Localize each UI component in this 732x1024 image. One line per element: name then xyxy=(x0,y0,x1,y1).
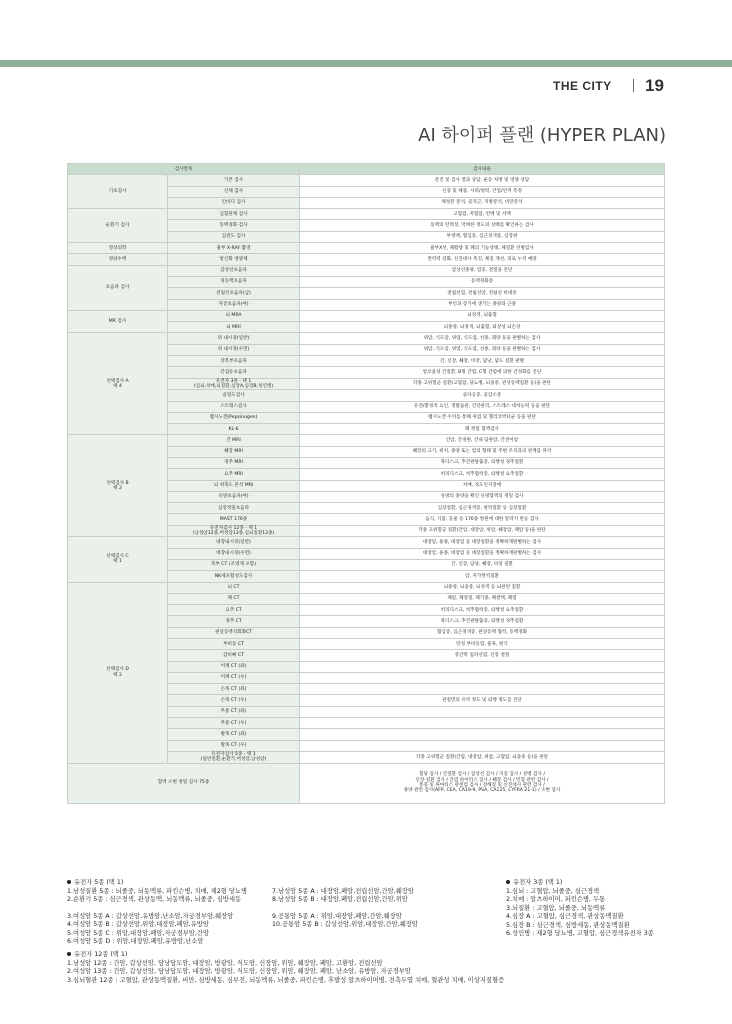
category-cell: 순환기 검사 xyxy=(68,209,168,243)
note-line: 9.공통암 5종 A : 위암,대장암,폐암,간암,췌장암 xyxy=(272,912,402,920)
description-cell: 만성 부비동염, 물혹, 편식 xyxy=(300,639,665,650)
description-cell: 혈당 검사 / 간질환 검사 / 갑상선 검사 / 지질 검사 / 성병 검사 / 신장·질환 검사 / 간염 바이러스 검사 / 췌장 검사 / 빈혈 관련 검사 / 통풍 및 류마티스 관절염 검사 / 전해질 및 신진대사 관련 검사 / 종양 관련 검사(AFP, CEA, CA19-9, PSA, CA125, CYFRA 21-1) / 소변 검사 xyxy=(300,763,665,803)
note-line: 1.심뇌 : 고혈압, 뇌졸중, 심근경색 xyxy=(506,887,600,895)
gene12-head: 유전자 12종 (택 1) xyxy=(67,951,667,960)
header-divider xyxy=(633,79,634,92)
note-line: 10.공통암 5종 B : 갑상선암,위암,대장암,간암,췌장암 xyxy=(272,921,418,928)
note-line: 3.여성암 5종 A : 갑상선암,유방암,난소암,자궁경부암,췌장암 xyxy=(67,912,234,920)
description-cell: 동맥의 탄력성, 막혀한 정도의 상태를 확인하는 검사 xyxy=(300,220,665,231)
item-cell: 흉부 X-RAY 촬영 xyxy=(168,243,300,254)
description-cell: 췌장의 크기, 위치, 종양 또는 염의 형태 및 주변 조직과의 관계를 파악 xyxy=(300,446,665,457)
page-title: AI 하이퍼 플랜 (HYPER PLAN) xyxy=(418,125,666,146)
item-cell: 폐 CT xyxy=(168,593,300,604)
note-line: 4.여성암 5종 B : 갑상선암,위암,대장암,폐암,유방암 xyxy=(67,921,209,928)
description-cell: 유방의 종양을 확인 유방혈액의 정밀 검사 xyxy=(300,491,665,502)
description-cell: 펩시노겐 수치를 통해 위염 및 헬리코박터균 등을 판단 xyxy=(300,412,665,423)
item-cell: 스트레스검사 xyxy=(168,401,300,412)
category-cell: 선택검사 B 택 2 xyxy=(68,435,168,537)
description-cell: 폐암, 폐결절, 폐기종, 폐결핵, 폐렴 xyxy=(300,593,665,604)
bullet-icon xyxy=(67,880,71,884)
item-cell: 어깨 CT (좌) xyxy=(168,661,300,672)
item-cell: 유방초음파(여) xyxy=(168,491,300,502)
item-cell: 대장내시경(일반) xyxy=(168,537,300,548)
item-cell: 부비동 CT xyxy=(168,639,300,650)
description-cell xyxy=(300,729,665,740)
description-cell: 장간막 임파선염, 신장 결절 xyxy=(300,650,665,661)
table-row xyxy=(68,763,665,803)
item-cell: MAST 176종 xyxy=(168,514,300,525)
item-cell: 대장내시경(수면) xyxy=(168,548,300,559)
note-line xyxy=(272,905,497,913)
description-cell: 면역력 강화, 신진대사 촉진, 체질 개선, 피로 누적 예방 xyxy=(300,254,665,265)
description-cell: 체성분 분석, 골격근, 지방분석, 비만분석 xyxy=(300,197,665,208)
item-cell: 상복부초음파 xyxy=(168,356,300,367)
item-cell: 기본 검사 xyxy=(168,175,300,186)
item-cell: 심전도 검사 xyxy=(168,231,300,242)
category-cell: 혈액 소변 정밀 검사 75종 xyxy=(68,763,300,803)
item-cell: 유전자 3종 - 택 1 (심뇌,치매,뇌질환,심장A,심장B,성인병) xyxy=(168,378,300,390)
description-cell: 뇌종양, 뇌경색, 뇌출혈, 퇴상성 뇌손상 xyxy=(300,322,665,333)
item-cell: KL-6 xyxy=(168,424,300,435)
item-cell: 간 MRI xyxy=(168,435,300,446)
description-cell: 고혈압, 저혈압, 빈맥 및 서맥 xyxy=(300,209,665,220)
item-cell: 전립선초음파(남) xyxy=(168,288,300,299)
category-cell: 초음파 검사 xyxy=(68,265,168,310)
table-row xyxy=(68,435,665,446)
item-cell: 뇌 MRI xyxy=(168,322,300,333)
item-cell: 심혈관계 검사 xyxy=(168,209,300,220)
note-line: 4.심장 A : 고혈압, 심근경색, 관상동맥질환 xyxy=(506,913,624,920)
item-cell: 위 내시경(수면) xyxy=(168,344,300,355)
description-cell: 심장질환, 심근경색증, 판막질환 등 심장질환 xyxy=(300,503,665,514)
description-cell: 부정맥, 협심증, 심근경색증, 심장판 xyxy=(300,231,665,242)
note-line: 6.여성암 5종 D : 위암,대장암,폐암,유방암,난소암 xyxy=(67,938,204,945)
item-cell: 발목 CT (우) xyxy=(168,740,300,751)
description-cell: 유전/환경적 요인, 생활습관, 건강관리, 스트레스 대처능력 등을 판단 xyxy=(300,401,665,412)
header-content: 검사내용 xyxy=(300,164,665,175)
note-line xyxy=(67,905,272,913)
note-line: 6.성인병 : 제2형 당뇨병, 고혈압, 심근경색유전자 3종 xyxy=(506,930,654,937)
description-cell: 알코올성 간질환, B형 간염, C형 간염에 의한 간경화를 진단 xyxy=(300,367,665,378)
description-cell xyxy=(300,740,665,751)
gene5-head: 유전자 5종 (택 1) xyxy=(67,879,497,888)
item-cell: 간섬유초음파 xyxy=(168,367,300,378)
table-row xyxy=(68,209,665,220)
note-line: 2.여성암 13종 : 간암, 갑상선암, 담낭담도암, 대장암, 방광암, 식도암, 신장암, 위암, 췌장암, 폐암, 난소암, 유방암, 자궁경부암 xyxy=(67,968,411,975)
header-category: 검사항목 xyxy=(68,164,300,175)
item-cell: 어깨 CT (우) xyxy=(168,672,300,683)
table-row xyxy=(68,537,665,548)
item-cell: 인바디 검사 xyxy=(168,197,300,208)
description-cell: 뇌경색, 뇌출혈 xyxy=(300,310,665,321)
description-cell: 암, 자가면역질환 xyxy=(300,571,665,582)
description-cell: 협심증, 심근경색증, 관상동맥 협착, 동맥경화 xyxy=(300,627,665,638)
gene5-notes xyxy=(67,879,497,947)
item-cell: 심장정밀초음파 xyxy=(168,503,300,514)
description-cell xyxy=(300,718,665,729)
description-cell: 음식, 식품, 동물 등 176종 항원에 대한 알러지 반응 검사 xyxy=(300,514,665,525)
item-cell: 위 내시경(일반) xyxy=(168,333,300,344)
note-line: 3.심뇌혈관 12종 : 고혈압, 관상동맥질환, 비만, 심방세동, 심부전, 뇌동맥류, 뇌졸중, 파킨슨병, 후발성 알츠하이머병, 전측두엽 치매, 혈관성 치매, 이상지질혈증 xyxy=(67,976,505,984)
description-cell: 간, 신장, 담낭, 췌장, 비장 질환 xyxy=(300,559,665,570)
item-cell: 복부 CT (조영제 포함) xyxy=(168,559,300,570)
item-cell: 펩시노겐(Pepsinogen) xyxy=(168,412,300,423)
gene3-notes xyxy=(506,879,676,939)
category-cell: MR 검사 xyxy=(68,310,168,333)
description-cell: 치매, 경도인지장애 xyxy=(300,480,665,491)
description-cell: 위암, 식도암, 위염, 식도염, 선종, 궤양 등을 판별하는 검사 xyxy=(300,344,665,355)
item-cell: 신체 검사 xyxy=(168,186,300,197)
item-cell: 유전자검사 5종 - 택 1 (일반질환,순환기,여성암,남성암) xyxy=(168,751,300,763)
description-cell: 폐 정밀 혈액검사 xyxy=(300,424,665,435)
item-cell: 유전자검사 12종 - 택 1 (남성암12종,여성암13종,심뇌질환12종) xyxy=(168,525,300,537)
description-cell: 허리디스크, 척추협착증, 퇴행성 요추질환 xyxy=(300,605,665,616)
category-cell: 기초검사 xyxy=(68,175,168,209)
note-line: 3.뇌질환 : 고혈압, 뇌졸중, 뇌동맥류 xyxy=(506,904,606,912)
table-row xyxy=(68,175,665,186)
description-cell: 대장암, 용종, 대장염 등 대장질환을 정확하게판별하는 검사 xyxy=(300,548,665,559)
table-row xyxy=(68,310,665,321)
brand-name: THE CITY xyxy=(553,79,612,93)
item-cell: 관상동맥석회화CT xyxy=(168,627,300,638)
table-row xyxy=(68,582,665,593)
item-cell: 골밀도검사 xyxy=(168,390,300,401)
description-cell: 골다공증, 골감소증 xyxy=(300,390,665,401)
item-cell: 뇌 위축도 분석 MRI xyxy=(168,480,300,491)
item-cell: 자궁초음파(여) xyxy=(168,299,300,310)
note-line: 5.여성암 5종 C : 위암,대장암,폐암,자궁경부암,간암 xyxy=(67,929,210,937)
description-cell: 신장 및 체중, 시력/청력, 안압/안저 측정 xyxy=(300,186,665,197)
item-cell: 경동맥초음파 xyxy=(168,276,300,287)
description-cell: 목디스크, 추간판탈출증, 퇴행성 경추질환 xyxy=(300,457,665,468)
category-cell: 선택검사 A 택 4 xyxy=(68,333,168,435)
note-line: 8.남성암 5종 B : 대장암,폐암,전립선암,간암,위암 xyxy=(272,896,408,903)
note-line: 2.치매 : 알츠하이머, 파킨슨병, 두통 xyxy=(506,896,606,903)
bullet-icon xyxy=(67,952,71,956)
item-cell: 갑상선초음파 xyxy=(168,265,300,276)
description-cell: 각종 고위험군 질환(간암, 대장암, 위암, 췌장암, 폐암 등)을 판단 xyxy=(300,525,665,537)
description-cell: 갑상선종양, 염증, 결절을 진단 xyxy=(300,265,665,276)
description-cell: 동맥경화증 xyxy=(300,276,665,287)
item-cell: 발목 CT (좌) xyxy=(168,729,300,740)
item-cell: 요추 MRI xyxy=(168,469,300,480)
item-cell: NK세포활성도검사 xyxy=(168,571,300,582)
description-cell: 흉부X선, 폐활량 및 폐의 기능상태, 폐질환 선별검사 xyxy=(300,243,665,254)
note-line: 5.심장 B : 심근경색, 심방세동, 관상동맥질환 xyxy=(506,921,630,929)
item-cell: 무릎 CT (좌) xyxy=(168,706,300,717)
item-cell: 손목 CT (우) xyxy=(168,695,300,706)
item-cell: 경추 MRI xyxy=(168,457,300,468)
item-cell: 경추 CT xyxy=(168,616,300,627)
note-line: 1.남성질환 5종 : 뇌졸중, 뇌동맥류, 파킨슨병, 치매, 제2형 당뇨병 xyxy=(67,887,248,895)
gene3-head: 유전자 3종 (택 1) xyxy=(506,879,676,888)
item-cell: 항산화 영양제 xyxy=(168,254,300,265)
item-cell: 갑비빠 CT xyxy=(168,650,300,661)
description-cell: 부인과 장기에 생기는 종양과 근종 xyxy=(300,299,665,310)
exam-table xyxy=(67,163,665,804)
description-cell: 뇌종양, 뇌졸중, 뇌경색 등 뇌관련 질환 xyxy=(300,582,665,593)
table-row xyxy=(68,265,665,276)
description-cell: 각종 고위험군 질환(고혈압, 당뇨병, 뇌졸중, 관상동맥질환 등)을 판단 xyxy=(300,378,665,390)
description-cell xyxy=(300,706,665,717)
item-cell: 뇌 MRA xyxy=(168,310,300,321)
description-cell: 각종 고위험군 질환(간암, 대장암, 위암, 고혈압, 뇌졸중 등)을 판단 xyxy=(300,751,665,763)
category-cell: 선택검사 D 택 2 xyxy=(68,582,168,763)
bullet-icon xyxy=(506,880,510,884)
category-cell: 영양수액 xyxy=(68,254,168,265)
page-number: 19 xyxy=(645,76,664,95)
item-cell: 췌장 MRI xyxy=(168,446,300,457)
description-cell: 허리디스크, 척추협착증, 퇴행성 요추질환 xyxy=(300,469,665,480)
description-cell: 전립선염, 전립선암, 전립선 비대증 xyxy=(300,288,665,299)
description-cell xyxy=(300,684,665,695)
item-cell: 요추 CT xyxy=(168,605,300,616)
category-cell: 영상의학 xyxy=(68,243,168,254)
description-cell xyxy=(300,661,665,672)
table-row xyxy=(68,333,665,344)
description-cell: 문진 및 검사 결과 상담, 운동 처방 및 영양 상담 xyxy=(300,175,665,186)
description-cell: 목디스크, 추간판탈출증, 퇴행성 경추질환 xyxy=(300,616,665,627)
item-cell: 뇌 CT xyxy=(168,582,300,593)
description-cell: 대장암, 용종, 대장염 등 대장질환을 정확하게판별하는 검사 xyxy=(300,537,665,548)
item-cell: 동맥경화 검사 xyxy=(168,220,300,231)
item-cell: 손목 CT (좌) xyxy=(168,684,300,695)
table-row xyxy=(68,254,665,265)
note-line: 7.남성암 5종 A : 대장암,폐암,전립선암,간암,췌장암 xyxy=(272,887,414,895)
category-cell: 선택검사 C 택 1 xyxy=(68,537,168,582)
description-cell: 간암, 간경변, 간내 담관암, 간전이암 xyxy=(300,435,665,446)
table-row xyxy=(68,243,665,254)
description-cell: 관절면의 유착 정도 및 퇴행 정도를 진단 xyxy=(300,695,665,706)
note-line: 1.남성암 12종 : 간암, 갑상선암, 담낭담도암, 대장암, 방광암, 식도암, 신장암, 위암, 췌장암, 폐암, 고환암, 전립선암 xyxy=(67,959,383,967)
header-accent-bar xyxy=(0,60,732,67)
note-line: 2.순환기 5종 : 심근경색, 관상동맥, 뇌동맥류, 뇌졸중, 심방세동 xyxy=(67,896,242,903)
description-cell xyxy=(300,672,665,683)
item-cell: 무릎 CT (우) xyxy=(168,718,300,729)
table-header-row xyxy=(68,164,665,175)
gene12-notes xyxy=(67,951,667,985)
description-cell: 위암, 식도암, 위염, 식도염, 선종, 궤양 등을 판별하는 검사 xyxy=(300,333,665,344)
description-cell: 간, 신장, 췌장, 비장, 담낭, 담도 질환 판별 xyxy=(300,356,665,367)
